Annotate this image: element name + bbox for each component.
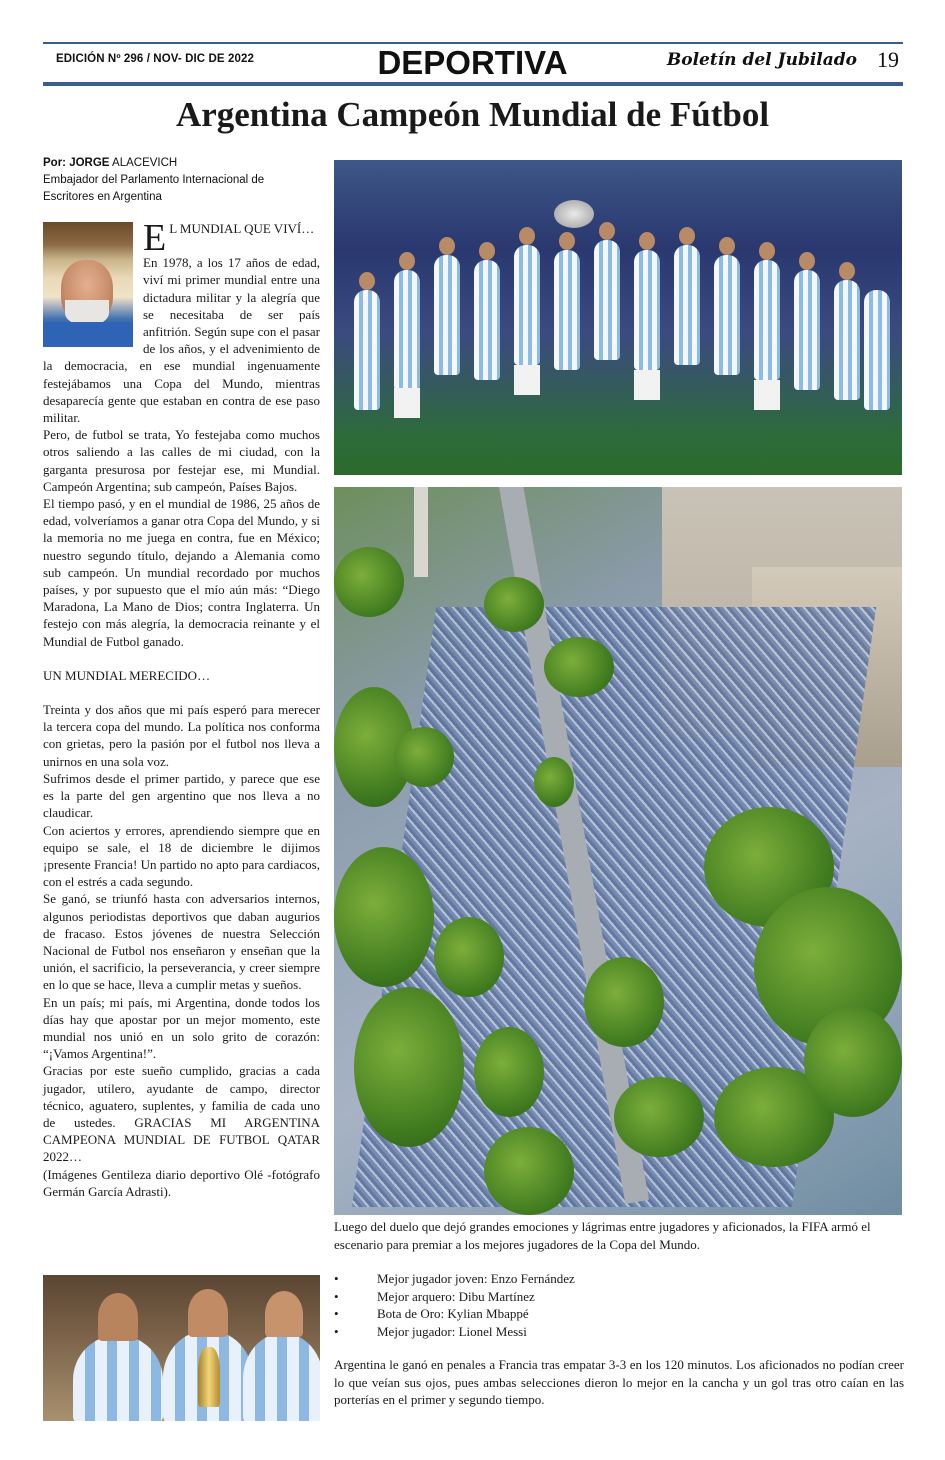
header-bottom-rule bbox=[43, 82, 903, 86]
closing-paragraph: Argentina le ganó en penales a Francia tras empatar 3-3 en los 120 minutos. Los aficionados no podían creer lo que veían sus ojos, pues ambas selecciones dieron lo mejor en la cancha y un gol tras otro caían en las porterías en el primer y segundo tiempo. bbox=[334, 1357, 904, 1407]
article-paragraph: En 1978, a los 17 años de edad, viví mi primer mundial entre una dictadura militar y la alegría que se necesitaba de ser país anfitrión. Según supe con el pasar de los años, y el advenimiento de la democracia, en ese mundial ingenuamente festejábamos una Copa del Mundo, mientras desaparecía gente que estaban en contra de ese paso militar. bbox=[43, 255, 320, 426]
list-item bbox=[334, 1323, 904, 1341]
aerial-crowd-photo bbox=[334, 487, 902, 1215]
article-paragraph: El tiempo pasó, y en el mundial de 1986, 25 años de edad, volveríamos a ganar otra Copa del Mundo, y si la memoria no me juega en contra, fue en México; nuestro segundo título, dejando a Alemania como sub campeón. Un mundial recordado por muchos países, y por supuesto que el mío aún más: “Diego Maradona, La Mano de Dios; contra Inglaterra. Un festejo con más alegría, la democracia reinante y el Mundial de Futbol ganado. bbox=[43, 496, 320, 649]
article-paragraph: Treinta y dos años que mi país esperó para merecer la tercera copa del mundo. La política nos conforma con grietas, pero la pasión por el futbol nos lleva a unirnos en una sola voz. bbox=[43, 702, 320, 769]
photo-caption: Luego del duelo que dejó grandes emociones y lágrimas entre jugadores y aficionados, la FIFA armó el escenario para premiar a los mejores jugadores de la Copa del Mundo. bbox=[334, 1219, 871, 1252]
list-item bbox=[334, 1288, 904, 1306]
award-text: Mejor arquero: Dibu Martínez bbox=[377, 1288, 535, 1304]
article-paragraph: Sufrimos desde el primer partido, y parece que ese es la parte del gen argentino que nos lleva a no claudicar. bbox=[43, 770, 320, 821]
byline-role-line2: Escritores en Argentina bbox=[43, 191, 162, 203]
byline-author-first: JORGE bbox=[69, 157, 110, 169]
award-text: Mejor jugador joven: Enzo Fernández bbox=[377, 1271, 575, 1286]
byline-role-line1: Embajador del Parlamento Internacional de bbox=[43, 174, 265, 186]
list-item bbox=[334, 1305, 904, 1323]
page-number: 19 bbox=[877, 47, 899, 72]
byline-author-last: ALACEVICH bbox=[112, 157, 178, 169]
author-photo bbox=[43, 222, 133, 347]
edition-label: EDICIÓN Nº 296 / NOV- DIC DE 2022 bbox=[56, 53, 254, 65]
section-title: DEPORTIVA bbox=[377, 44, 568, 81]
article-paragraph: Se ganó, se triunfó hasta con adversarios internos, algunos periodistas deportivos que daban augurios de fracaso. Estos jóvenes de nuestra Selección Nacional de Futbol nos enseñaron y enseñan que la unión, el sacrificio, la perseverancia, y creer siempre en lo que se hace, lleva a cumplir metas y sueños. bbox=[43, 891, 320, 993]
article-paragraph: Gracias por este sueño cumplido, gracias a cada jugador, utilero, ayudante de campo, director técnico, aguatero, suplentes, y familia de cada uno de ustedes. GRACIAS MI ARGENTINA CAMPEONA MUNDIAL DE FUTBOL QATAR 2022… bbox=[43, 1063, 320, 1165]
team-celebration-photo bbox=[334, 160, 902, 475]
bullet: • bbox=[334, 1323, 339, 1339]
byline bbox=[43, 155, 323, 206]
list-item bbox=[334, 1270, 904, 1288]
bullet: • bbox=[334, 1271, 339, 1286]
award-text: Bota de Oro: Kylian Mbappé bbox=[377, 1306, 529, 1321]
award-text: Mejor jugador: Lionel Messi bbox=[377, 1323, 527, 1339]
players-with-trophy-photo bbox=[43, 1275, 320, 1421]
dropcap: E bbox=[143, 217, 167, 259]
bullet: • bbox=[334, 1306, 339, 1321]
kicker-text: L MUNDIAL QUE VIVÍ… bbox=[169, 221, 315, 236]
awards-list bbox=[334, 1270, 904, 1340]
publication-name: Boletín del Jubilado bbox=[666, 50, 857, 70]
bullet: • bbox=[334, 1288, 339, 1304]
article-paragraph: Pero, de futbol se trata, Yo festejaba como muchos otros saliendo a las calles de mi ciudad, con la garganta presurosa por festejar ese, mi Mundial. Campeón Argentina; sub campeón, Países Bajos. bbox=[43, 427, 320, 494]
byline-prefix: Por: bbox=[43, 157, 66, 169]
article-subheading: UN MUNDIAL MERECIDO… bbox=[43, 667, 211, 683]
article-column bbox=[43, 217, 320, 1200]
photo-credit: (Imágenes Gentileza diario deportivo Olé -fotógrafo Germán García Adrasti). bbox=[43, 1166, 320, 1199]
article-headline: Argentina Campeón Mundial de Fútbol bbox=[175, 95, 770, 134]
article-paragraph: En un país; mi país, mi Argentina, donde todos los días hay que apostar por un mejor momento, este mundial nos unió en un solo grito de corazón: “¡Vamos Argentina!”. bbox=[43, 994, 320, 1062]
article-paragraph: Con aciertos y errores, aprendiendo siempre que en equipo se sale, el 18 de diciembre le dijimos ¡presente Francia! Un partido no apto para cardiacos, con el estrés a cada segundo. bbox=[43, 822, 320, 890]
